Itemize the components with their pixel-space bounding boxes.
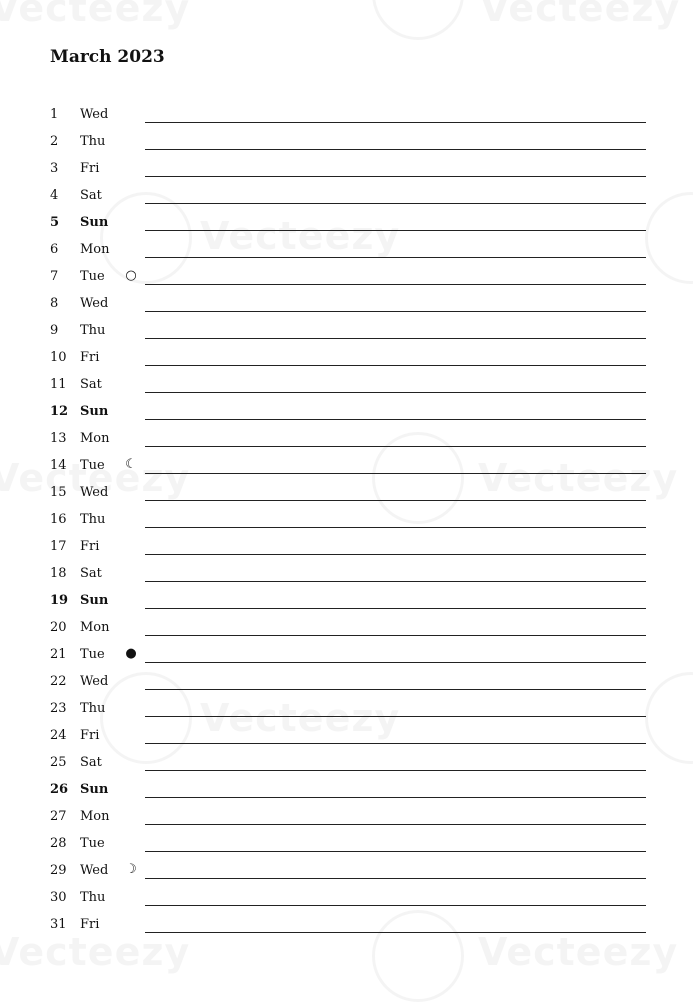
day-row xyxy=(0,344,693,371)
page-title: March 2023 xyxy=(50,47,165,67)
day-number: 30 xyxy=(50,890,67,905)
day-name: Wed xyxy=(80,863,109,878)
day-row xyxy=(0,722,693,749)
writing-line xyxy=(145,770,646,771)
day-name: Sun xyxy=(80,593,109,608)
day-number: 20 xyxy=(50,620,67,635)
day-row xyxy=(0,101,693,128)
moon-phase-icon: ☽ xyxy=(125,862,137,877)
writing-line xyxy=(145,446,646,447)
day-name: Tue xyxy=(80,269,105,284)
writing-line xyxy=(145,176,646,177)
watermark-text xyxy=(0,0,190,30)
day-number: 19 xyxy=(50,593,69,608)
day-row xyxy=(0,911,693,938)
day-number: 29 xyxy=(50,863,67,878)
writing-line xyxy=(145,824,646,825)
day-number: 6 xyxy=(50,242,59,257)
day-number: 7 xyxy=(50,269,59,284)
watermark-logo xyxy=(372,0,464,40)
day-name: Fri xyxy=(80,161,100,176)
day-name: Thu xyxy=(80,701,106,716)
day-number: 11 xyxy=(50,377,67,392)
day-name: Sat xyxy=(80,755,102,770)
writing-line xyxy=(145,635,646,636)
writing-line xyxy=(145,932,646,933)
writing-line xyxy=(145,905,646,906)
writing-line xyxy=(145,392,646,393)
day-name: Thu xyxy=(80,890,106,905)
day-name: Sun xyxy=(80,782,109,797)
day-row xyxy=(0,668,693,695)
day-number: 4 xyxy=(50,188,59,203)
day-name: Fri xyxy=(80,539,100,554)
day-number: 14 xyxy=(50,458,67,473)
writing-line xyxy=(145,149,646,150)
day-row xyxy=(0,614,693,641)
day-name: Tue xyxy=(80,458,105,473)
day-name: Fri xyxy=(80,917,100,932)
writing-line xyxy=(145,554,646,555)
day-row xyxy=(0,398,693,425)
day-name: Sat xyxy=(80,188,102,203)
day-number: 16 xyxy=(50,512,67,527)
writing-line xyxy=(145,743,646,744)
day-row xyxy=(0,776,693,803)
day-name: Tue xyxy=(80,647,105,662)
day-row xyxy=(0,506,693,533)
day-row xyxy=(0,425,693,452)
writing-line xyxy=(145,527,646,528)
day-number: 22 xyxy=(50,674,67,689)
day-row xyxy=(0,317,693,344)
day-row xyxy=(0,290,693,317)
writing-line xyxy=(145,797,646,798)
writing-line xyxy=(145,851,646,852)
writing-line xyxy=(145,284,646,285)
day-number: 24 xyxy=(50,728,67,743)
day-row xyxy=(0,479,693,506)
writing-line xyxy=(145,473,646,474)
writing-line xyxy=(145,608,646,609)
day-number: 25 xyxy=(50,755,67,770)
day-row xyxy=(0,263,693,290)
day-name: Sun xyxy=(80,404,109,419)
day-row xyxy=(0,236,693,263)
day-number: 23 xyxy=(50,701,67,716)
day-name: Wed xyxy=(80,296,109,311)
writing-line xyxy=(145,203,646,204)
writing-line xyxy=(145,338,646,339)
day-name: Wed xyxy=(80,674,109,689)
writing-line xyxy=(145,500,646,501)
day-row xyxy=(0,830,693,857)
day-number: 12 xyxy=(50,404,69,419)
day-name: Fri xyxy=(80,350,100,365)
writing-line xyxy=(145,878,646,879)
day-row xyxy=(0,587,693,614)
day-row xyxy=(0,128,693,155)
day-name: Thu xyxy=(80,323,106,338)
moon-phase-icon: ○ xyxy=(125,268,137,283)
writing-line xyxy=(145,257,646,258)
day-name: Mon xyxy=(80,431,110,446)
day-number: 3 xyxy=(50,161,59,176)
day-number: 9 xyxy=(50,323,59,338)
day-number: 31 xyxy=(50,917,67,932)
day-list xyxy=(0,101,693,938)
day-row xyxy=(0,452,693,479)
day-row xyxy=(0,695,693,722)
day-number: 27 xyxy=(50,809,67,824)
writing-line xyxy=(145,122,646,123)
day-number: 15 xyxy=(50,485,67,500)
writing-line xyxy=(145,230,646,231)
writing-line xyxy=(145,716,646,717)
day-row xyxy=(0,641,693,668)
writing-line xyxy=(145,419,646,420)
moon-phase-icon: ● xyxy=(125,646,137,661)
day-row xyxy=(0,749,693,776)
day-row xyxy=(0,182,693,209)
moon-phase-icon: ☾ xyxy=(125,457,137,472)
day-number: 8 xyxy=(50,296,59,311)
day-number: 28 xyxy=(50,836,67,851)
writing-line xyxy=(145,365,646,366)
day-row xyxy=(0,371,693,398)
day-number: 5 xyxy=(50,215,60,230)
writing-line xyxy=(145,311,646,312)
day-row xyxy=(0,884,693,911)
day-row xyxy=(0,533,693,560)
day-name: Thu xyxy=(80,134,106,149)
day-row xyxy=(0,803,693,830)
day-name: Fri xyxy=(80,728,100,743)
day-name: Mon xyxy=(80,809,110,824)
day-name: Thu xyxy=(80,512,106,527)
day-name: Wed xyxy=(80,485,109,500)
day-number: 2 xyxy=(50,134,59,149)
day-number: 26 xyxy=(50,782,69,797)
day-row xyxy=(0,857,693,884)
day-row xyxy=(0,209,693,236)
writing-line xyxy=(145,689,646,690)
day-name: Sat xyxy=(80,566,102,581)
day-name: Sun xyxy=(80,215,109,230)
day-number: 1 xyxy=(50,107,59,122)
day-name: Mon xyxy=(80,242,110,257)
day-row xyxy=(0,560,693,587)
day-number: 17 xyxy=(50,539,67,554)
day-name: Wed xyxy=(80,107,109,122)
day-row xyxy=(0,155,693,182)
day-number: 21 xyxy=(50,647,67,662)
writing-line xyxy=(145,581,646,582)
day-name: Sat xyxy=(80,377,102,392)
writing-line xyxy=(145,662,646,663)
day-number: 18 xyxy=(50,566,67,581)
day-name: Tue xyxy=(80,836,105,851)
day-name: Mon xyxy=(80,620,110,635)
day-number: 13 xyxy=(50,431,67,446)
day-number: 10 xyxy=(50,350,67,365)
watermark-text xyxy=(480,0,680,30)
